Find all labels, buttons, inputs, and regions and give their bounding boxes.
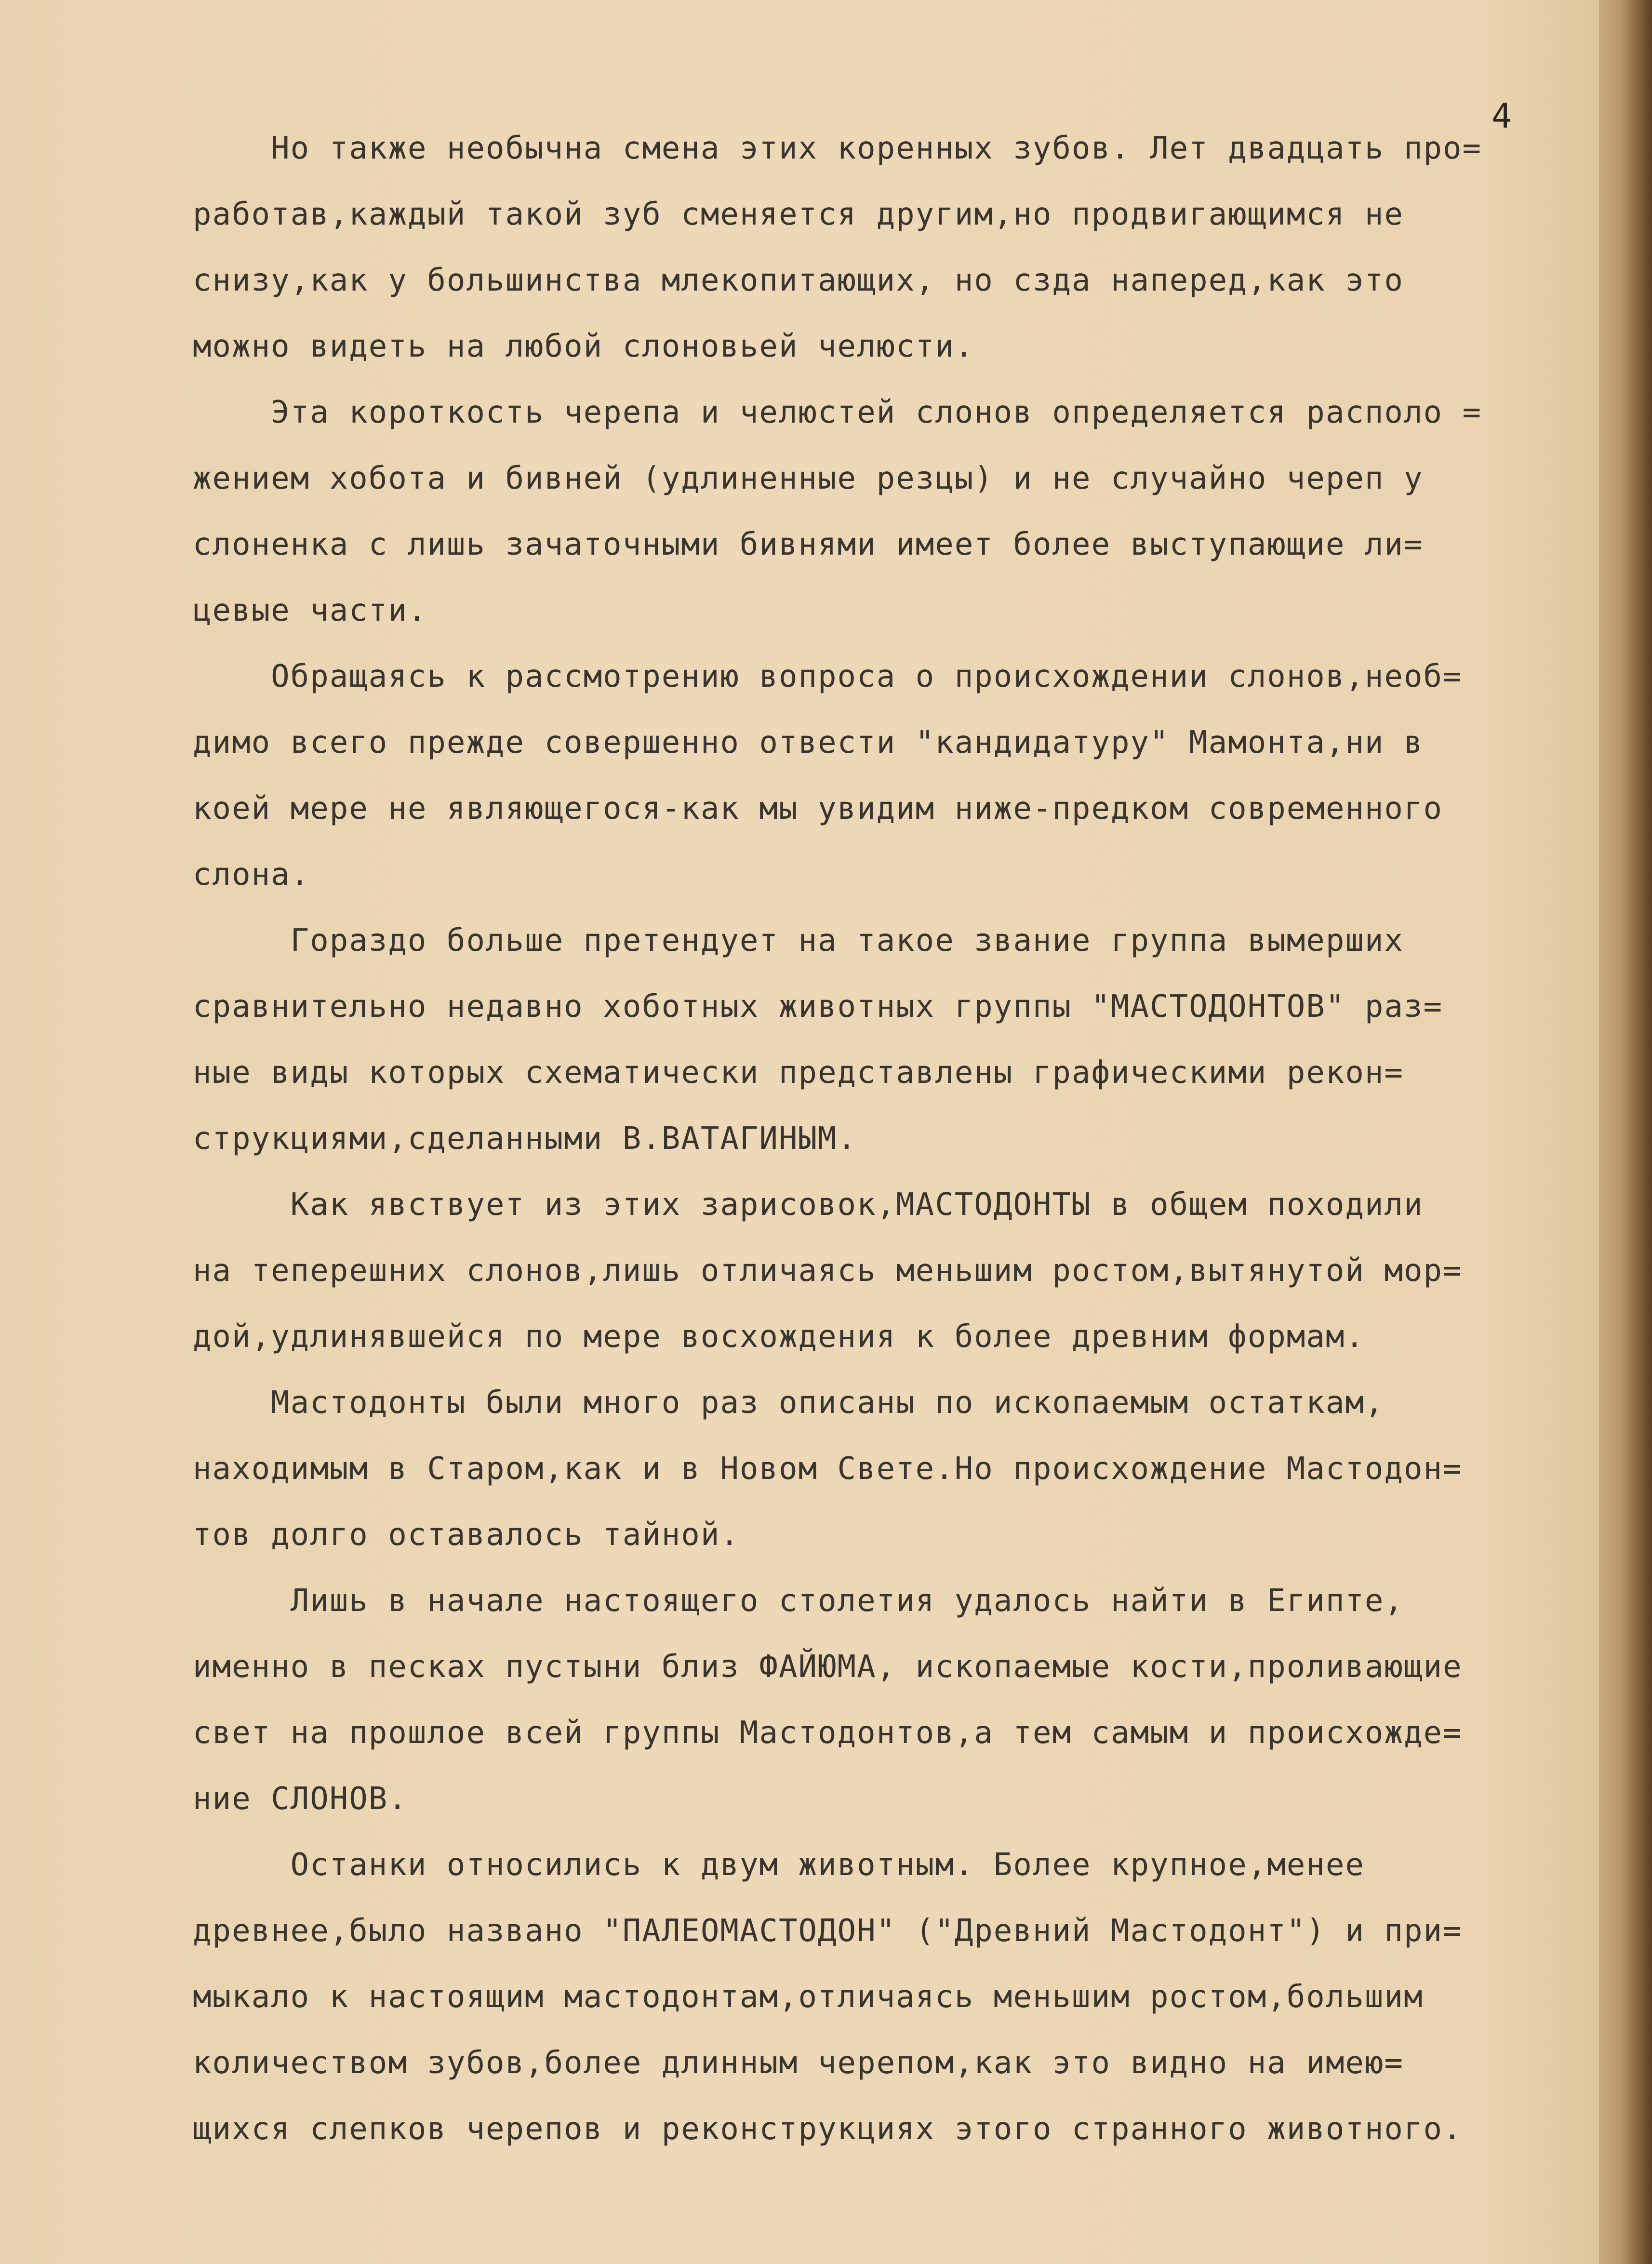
text-line: сравнительно недавно хоботных животных группы "МАСТОДОНТОВ" раз=	[193, 989, 1443, 1025]
text-line: тов долго оставалось тайной.	[193, 1517, 740, 1553]
text-line: мыкало к настоящим мастодонтам,отличаясь меньшим ростом,большим	[193, 1979, 1424, 2015]
text-line: цевые части.	[193, 593, 427, 628]
text-line: на теперешних слонов,лишь отличаясь меньшим ростом,вытянутой мор=	[193, 1253, 1463, 1289]
text-line: ные виды которых схематически представлены графическими рекон=	[193, 1055, 1404, 1091]
text-line: ние СЛОНОВ.	[193, 1781, 408, 1817]
binding-shadow	[1599, 0, 1652, 2264]
text-line: работав,каждый такой зуб сменяется другим,но продвигающимся не	[193, 197, 1404, 232]
text-line: коей мере не являющегося-как мы увидим ниже-предком современного	[193, 791, 1443, 826]
text-line: Но также необычна смена этих коренных зубов. Лет двадцать про=	[193, 131, 1482, 166]
text-line: древнее,было названо "ПАЛЕОМАСТОДОН" ("Древний Мастодонт") и при=	[193, 1913, 1463, 1949]
text-line: Мастодонты были много раз описаны по ископаемым остаткам,	[193, 1385, 1385, 1421]
text-line: Эта короткость черепа и челюстей слонов определяется располо =	[193, 395, 1482, 430]
text-line: слоненка с лишь зачаточными бивнями имеет более выступающие ли=	[193, 527, 1424, 562]
text-line: Как явствует из этих зарисовок,МАСТОДОНТЫ в общем походили	[193, 1187, 1424, 1223]
text-line: свет на прошлое всей группы Мастодонтов,а тем самым и происхожде=	[193, 1715, 1463, 1751]
text-line: слона.	[193, 857, 310, 892]
text-line: щихся слепков черепов и реконструкциях этого странного животного.	[193, 2111, 1463, 2147]
text-line: жением хобота и бивней (удлиненные резцы) и не случайно череп у	[193, 461, 1424, 496]
text-line: Гораздо больше претендует на такое звание группа вымерших	[193, 923, 1404, 959]
text-line: Обращаясь к рассмотрению вопроса о происхождении слонов,необ=	[193, 659, 1463, 694]
text-line: Останки относились к двум животным. Более крупное,менее	[193, 1847, 1365, 1883]
text-line: можно видеть на любой слоновьей челюсти.	[193, 329, 974, 364]
typewritten-text	[193, 116, 1581, 2162]
text-line: Лишь в начале настоящего столетия удалось найти в Египте,	[193, 1583, 1404, 1619]
text-line: количеством зубов,более длинным черепом,как это видно на имею=	[193, 2045, 1404, 2081]
text-line: находимым в Старом,как и в Новом Свете.Но происхождение Мастодон=	[193, 1451, 1463, 1487]
text-line: именно в песках пустыни близ ФАЙЮМА, ископаемые кости,проливающие	[193, 1649, 1463, 1685]
page-number: 4	[1492, 96, 1512, 136]
text-line: струкциями,сделанными В.ВАТАГИНЫМ.	[193, 1121, 857, 1157]
text-line: снизу,как у большинства млекопитающих, но сзда наперед,как это	[193, 263, 1404, 298]
text-line: димо всего прежде совершенно отвести "кандидатуру" Мамонта,ни в	[193, 725, 1424, 760]
text-line: дой,удлинявшейся по мере восхождения к более древним формам.	[193, 1319, 1365, 1355]
